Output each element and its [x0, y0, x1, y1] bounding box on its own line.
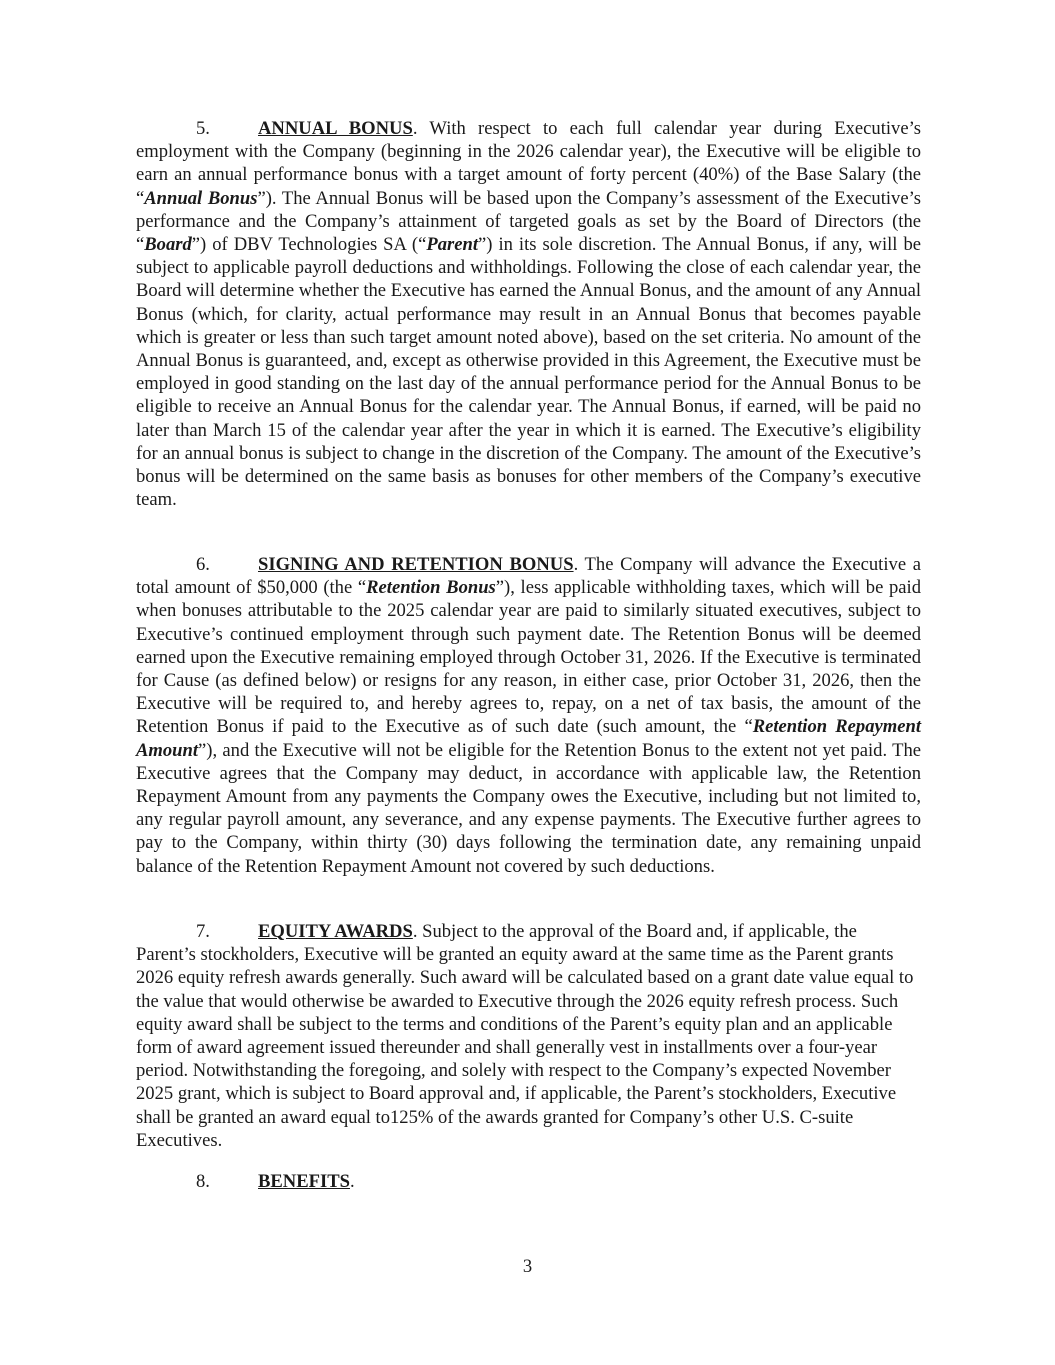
section-annual-bonus [136, 117, 921, 511]
body-text: ”) of DBV Technologies SA (“ [191, 234, 427, 256]
body-text: ”). The Annual Bonus will be based upon the Company’s assessment of the Executive’s performance and the Company’s attainment of targeted goals as set by the Board of Directors (the “ [136, 187, 921, 256]
section-number: 8. [196, 1171, 210, 1192]
defined-term: Retention Repayment Amount [136, 716, 921, 761]
section-heading: BENEFITS [258, 1171, 350, 1192]
paragraph [136, 553, 921, 878]
body-text: . [349, 1171, 355, 1192]
body-text: ”), less applicable withholding taxes, which will be paid when bonuses attributable to the 2025 calendar year are paid to similarly situated executives, subject to Executive’s continued employment through such payment date. The Retention Bonus will be deemed earned upon the Executive remaining employed through October 31, 2026. If the Executive is terminated for Cause (as defined below) or resigns for any reason, in either case, prior October 31, 2026, then the Executive will be required to, and hereby agrees to, repay, on a net of tax basis, the amount of the Retention Bonus if paid to the Executive as of such date (such amount, the “ [136, 577, 922, 738]
defined-term: Board [144, 234, 192, 256]
page-number: 3 [522, 1256, 533, 1277]
body-text: ”) in its sole discretion. The Annual Bonus, if any, will be subject to applicable payroll deductions and withholdings. Following the close of each calendar year, the Board will determine whether the Executive has earned the Annual Bonus, and the amount of any Annual Bonus (which, for clarity, actual performance may result in an Annual Bonus that becomes payable which is greater or less than such target amount noted above), based on the set criteria. No amount of the Annual Bonus is guaranteed, and, except as otherwise provided in this Agreement, the Executive must be employed in good standing on the last day of the annual performance period for the Annual Bonus to be eligible to receive an Annual Bonus for the calendar year. The Annual Bonus, if earned, will be paid no later than March 15 of the calendar year after the year in which it is earned. The Executive’s eligibility for an annual bonus is subject to change in the discretion of the Company. The amount of the Executive’s bonus will be determined on the same basis as bonuses for other members of the Company’s executive team. [136, 234, 921, 511]
body-text: . The Company will advance the Executive a total amount of $50,000 (the “ [136, 554, 922, 599]
section-benefits [136, 1170, 921, 1193]
section-heading: EQUITY AWARDS [258, 921, 413, 942]
body-text: . With respect to each full calendar year during Executive’s employment with the Company (beginning in the 2026 calendar year), the Executive will be eligible to earn an annual performance bonus with a target amount of forty percent (40%) of the Base Salary (the “ [136, 118, 921, 209]
defined-term: Parent [426, 234, 479, 256]
paragraph [136, 117, 921, 511]
section-number: 7. [196, 921, 210, 942]
section-number: 6. [196, 554, 210, 575]
paragraph [136, 1170, 921, 1193]
body-text: ”), and the Executive will not be eligible for the Retention Bonus to the extent not yet paid. The Executive agrees that the Company may deduct, in accordance with applicable law, the Retention Repayment Amount from any payments the Company owes the Executive, including but not limited to, any regular payroll amount, any severance, and any expense payments. The Executive further agrees to pay to the Company, within thirty (30) days following the termination date, any remaining unpaid balance of the Retention Repayment Amount not covered by such deductions. [136, 739, 921, 877]
defined-term: Annual Bonus [144, 187, 258, 209]
section-heading: ANNUAL BONUS [258, 118, 413, 139]
body-text: . Subject to the approval of the Board and, if applicable, the Parent’s stockholders, Executive will be granted an equity award at the same time as the Parent grants 2026 equity refresh awards generally. Such award will be calculated based on a grant date value equal to the value that would otherwise be awarded to Executive through the 2026 equity refresh process. Such equity award shall be subject to the terms and conditions of the Parent’s equity plan and an applicable form of award agreement issued thereunder and shall generally vest in installments over a four-year period. Notwithstanding the foregoing, and solely with respect to the Company’s expected November 2025 grant, which is subject to Board approval and, if applicable, the Parent’s stockholders, Executive shall be granted an award equal to125% of the awards granted for Company’s other U.S. C-suite Executives. [136, 921, 914, 1151]
defined-term: Retention Bonus [366, 577, 496, 599]
section-signing-retention-bonus [136, 553, 921, 878]
section-equity-awards [136, 920, 921, 1152]
paragraph [136, 920, 921, 1152]
section-number: 5. [196, 118, 210, 139]
section-heading: SIGNING AND RETENTION BONUS [258, 554, 574, 575]
